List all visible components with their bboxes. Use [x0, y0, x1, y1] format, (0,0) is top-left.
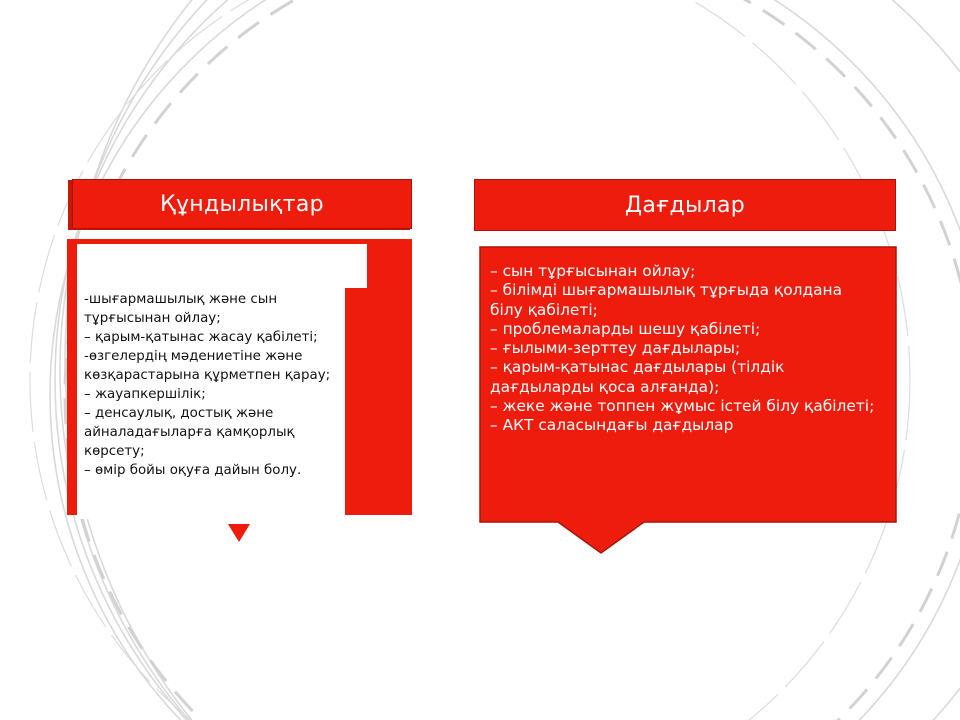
values-list-item: – денсаулық, достық және айналадағыларға қамқорлық көрсету;	[84, 406, 295, 459]
skills-list	[490, 262, 890, 436]
values-list-item: – жауапкершілік;	[84, 387, 206, 402]
skills-list-item: – ғылыми-зерттеу дағдылары;	[490, 339, 741, 358]
skills-header	[474, 179, 896, 231]
values-list-item: -шығармашылық және сын тұрғысынан ойлау;	[84, 292, 278, 326]
values-title: Құндылықтар	[160, 191, 324, 217]
values-card-tab	[345, 244, 367, 288]
skills-list-item: білу қабілеті;	[490, 300, 598, 319]
skills-list-item: – АКТ саласындағы дағдылар	[490, 416, 734, 435]
values-list	[84, 290, 348, 480]
down-arrow-icon	[228, 524, 250, 542]
skills-list-item: – проблемаларды шешу қабілеті;	[490, 319, 761, 338]
values-list-item: -өзгелердің мәдениетіне және көзқарастарына құрметпен қарау;	[84, 349, 331, 383]
values-list-item: – қарым-қатынас жасау қабілеті;	[84, 330, 318, 345]
skills-list-item: – жеке және топпен жұмыс істей білу қабілеті;	[490, 397, 875, 416]
skills-list-item: – білімді шығармашылық тұрғыда қолдана	[490, 281, 843, 300]
skills-list-item: – қарым-қатынас дағдылары (тілдік дағдыларды қоса алғанда);	[490, 358, 785, 396]
values-header	[72, 179, 412, 229]
values-list-item: – өмір бойы оқуға дайын болу.	[84, 463, 302, 478]
skills-list-item: – сын тұрғысынан ойлау;	[490, 262, 696, 280]
skills-title: Дағдылар	[624, 192, 746, 218]
